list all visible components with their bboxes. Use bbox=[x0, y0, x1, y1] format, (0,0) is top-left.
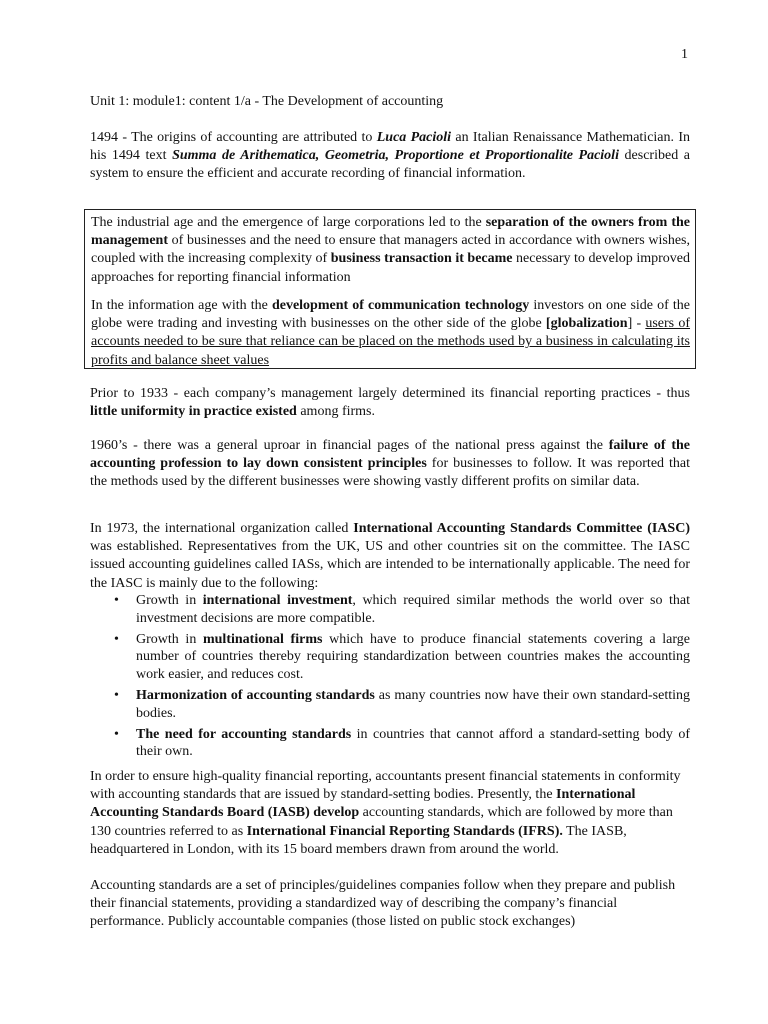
paragraph-1973: In 1973, the international organization called International Accounting Standards Committee (IASC) was established. Representatives from the UK, US and other countries sit on the committee. The IASC issued accounting guidelines called IASs, which are intended to be internationally applicable. The need for the IASC is mainly due to the following: bbox=[90, 521, 690, 591]
list-item: • The need for accounting standards in countries that cannot afford a standard-setting body of their own. bbox=[114, 726, 690, 760]
list-item: • Growth in international investment, which required similar methods the world over so that investment decisions are more compatible. bbox=[114, 593, 691, 626]
bullet-list bbox=[110, 592, 690, 764]
page-title: Unit 1: module1: content 1/a - The Development of accounting bbox=[90, 94, 444, 109]
paragraph-iasb: In order to ensure high-quality financial reporting, accountants present financial statements in conformity with accounting standards that are issued by standard-setting bodies. Presently, the International Accounting Standards Board (IASB) develop accounting standards, which are followed by more than 130 countries referred to as International Financial Reporting Standards (IFRS). The IASB, headquartered in London, with its 15 board members drawn from around the world. bbox=[90, 769, 681, 857]
paragraph-accounting-standards: Accounting standards are a set of principles/guidelines companies follow when they prepare and publish their financial statements, providing a standardized way of describing the company’s financial performance. Publicly accountable companies (those listed on public stock exchanges) bbox=[90, 878, 676, 930]
paragraph-1494: 1494 - The origins of accounting are attributed to Luca Pacioli an Italian Renaissance Mathematician. In his 1494 text Summa de Arithematica, Geometria, Proportione et Proportionalite Pacioli described a system to ensure the efficient and accurate recording of financial information. bbox=[90, 130, 690, 182]
list-item: • Growth in multinational firms which have to produce financial statements covering a large number of countries thereby requiring standardization between countries makes the accounting work easier, and reduces cost. bbox=[114, 631, 690, 683]
bullet-icon: • bbox=[114, 631, 119, 647]
paragraph-1960s: 1960’s - there was a general uproar in financial pages of the national press against the failure of the accounting profession to lay down consistent principles for businesses to follow. It was reported that the methods used by the different businesses were showing vastly different profits on similar data. bbox=[90, 438, 690, 490]
boxed-section bbox=[84, 209, 696, 369]
bullet-icon: • bbox=[114, 687, 119, 703]
paragraph-information-age: In the information age with the development of communication technology investors on one side of the globe were trading and investing with businesses on the other side of the globe [globalization] - users of accounts needed to be sure that reliance can be placed on the methods used by a business in calculating its profits and balance sheet values bbox=[91, 298, 691, 368]
list-item: • Harmonization of accounting standards as many countries now have their own standard-setting bodies. bbox=[114, 687, 691, 721]
page-number: 1 bbox=[681, 47, 688, 62]
paragraph-1933: Prior to 1933 - each company’s management largely determined its financial reporting practices - thus little uniformity in practice existed among firms. bbox=[90, 386, 690, 420]
bullet-icon: • bbox=[114, 726, 119, 742]
bullet-icon: • bbox=[114, 593, 119, 608]
paragraph-industrial-age: The industrial age and the emergence of large corporations led to the separation of the owners from the management of businesses and the need to ensure that managers acted in accordance with owners wishes, coupled with the increasing complexity of business transaction it became necessary to develop improved approaches for reporting financial information bbox=[91, 215, 690, 285]
